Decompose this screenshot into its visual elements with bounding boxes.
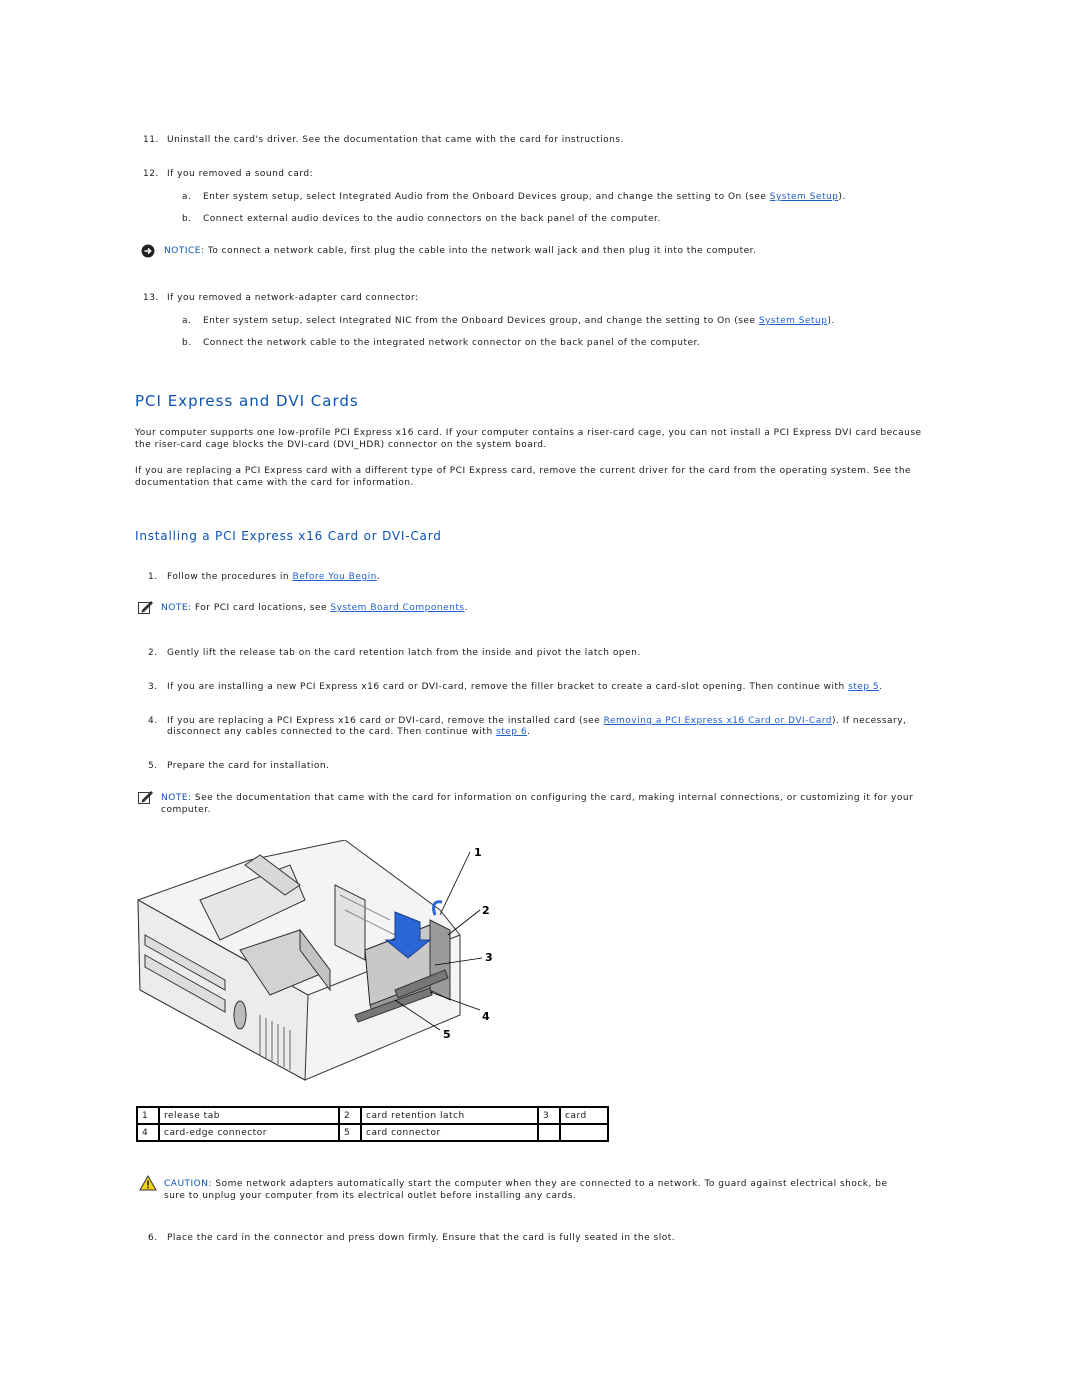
step-text: If you removed a network-adapter card connector: [167,293,419,303]
section-paragraph: Your computer supports one low-profile PCI Express x16 card. If your computer contains a riser-card cage, you can not install a PCI Express DVI card because the riser-card cage blocks the DVI-card (DVI_HDR) connector on the system board. [135,428,922,450]
step-text: If you are installing a new PCI Express x16 card or DVI-card, remove the filler bracket to create a card-slot opening. Then continue with step 5. [167,682,883,692]
substep-text: Enter system setup, select Integrated NIC from the Onboard Devices group, and change the setting to On (see System Setup). [203,316,835,326]
legend-number: 1 [137,1107,159,1124]
substep-letter: a. [182,192,192,202]
step-number: 13. [143,293,159,303]
legend-number [538,1124,560,1141]
table-row [137,1107,608,1124]
system-setup-link[interactable]: System Setup [758,316,828,326]
notice-text: NOTICE: To connect a network cable, first plug the cable into the network wall jack and then plug it into the computer. [164,246,757,256]
step-text: If you are replacing a PCI Express x16 card or DVI-card, remove the installed card (see Removing a PCI Express x16 Card or DVI-Card). If necessary, [167,716,907,726]
step-number: 5. [148,761,158,771]
legend-number: 2 [339,1107,361,1124]
caution-icon [139,1175,157,1191]
substep-letter: b. [182,214,192,224]
step-text: Uninstall the card's driver. See the documentation that came with the card for instructions. [167,135,624,145]
legend-label: card [560,1107,608,1124]
substep-text: Connect external audio devices to the audio connectors on the back panel of the computer. [203,214,661,224]
step-text: Gently lift the release tab on the card retention latch from the inside and pivot the latch open. [167,648,641,658]
step-text: Follow the procedures in Before You Begin. [167,572,381,582]
note-icon [138,600,154,614]
step-text: Place the card in the connector and press down firmly. Ensure that the card is fully seated in the slot. [167,1233,676,1243]
caution-text: CAUTION: Some network adapters automatically start the computer when they are connected to a network. To guard against electrical shock, be [164,1179,888,1189]
substep-letter: b. [182,338,192,348]
notice-icon [141,244,155,258]
step-number: 3. [148,682,158,692]
step-number: 1. [148,572,158,582]
callout-number: 2 [482,904,491,917]
note-text-continued: computer. [161,805,211,815]
callout-number: 4 [482,1010,491,1023]
legend-number: 3 [538,1107,560,1124]
legend-label: card-edge connector [159,1124,339,1141]
computer-card-illustration [130,840,510,1085]
note-text: NOTE: For PCI card locations, see System Board Components. [161,603,468,613]
substep-text: Connect the network cable to the integrated network connector on the back panel of the computer. [203,338,701,348]
callout-number: 3 [485,951,494,964]
callout-number: 5 [443,1028,452,1041]
table-row [137,1124,608,1141]
step-6-link[interactable]: step 6 [496,727,528,737]
step-number: 11. [143,135,159,145]
note-text: NOTE: See the documentation that came with the card for information on configuring the card, making internal connections, or customizing it for your [161,793,914,803]
legend-table [136,1106,609,1142]
system-setup-link[interactable]: System Setup [769,192,839,202]
legend-label [560,1124,608,1141]
note-icon [138,790,154,804]
removing-pci-card-link[interactable]: Removing a PCI Express x16 Card or DVI-Card [603,716,832,726]
step-number: 4. [148,716,158,726]
caution-text-continued: sure to unplug your computer from its electrical outlet before installing any cards. [164,1191,577,1201]
system-board-components-link[interactable]: System Board Components [330,603,465,613]
substep-letter: a. [182,316,192,326]
substep-text: Enter system setup, select Integrated Audio from the Onboard Devices group, and change the setting to On (see System Setup). [203,192,846,202]
legend-number: 4 [137,1124,159,1141]
before-you-begin-link[interactable]: Before You Begin [292,572,377,582]
subsection-title: Installing a PCI Express x16 Card or DVI-Card [135,529,442,543]
legend-label: card connector [361,1124,538,1141]
step-number: 12. [143,169,159,179]
step-5-link[interactable]: step 5 [848,682,880,692]
step-text: Prepare the card for installation. [167,761,330,771]
step-text: If you removed a sound card: [167,169,314,179]
step-number: 2. [148,648,158,658]
section-paragraph: If you are replacing a PCI Express card with a different type of PCI Express card, remove the current driver for the card from the operating system. See the documentation that came with the card for information. [135,466,912,488]
legend-label: card retention latch [361,1107,538,1124]
legend-label: release tab [159,1107,339,1124]
step-text-continued: disconnect any cables connected to the card. Then continue with step 6. [167,727,531,737]
step-number: 6. [148,1233,158,1243]
legend-number: 5 [339,1124,361,1141]
callout-number: 1 [474,846,483,859]
section-title: PCI Express and DVI Cards [135,392,359,410]
